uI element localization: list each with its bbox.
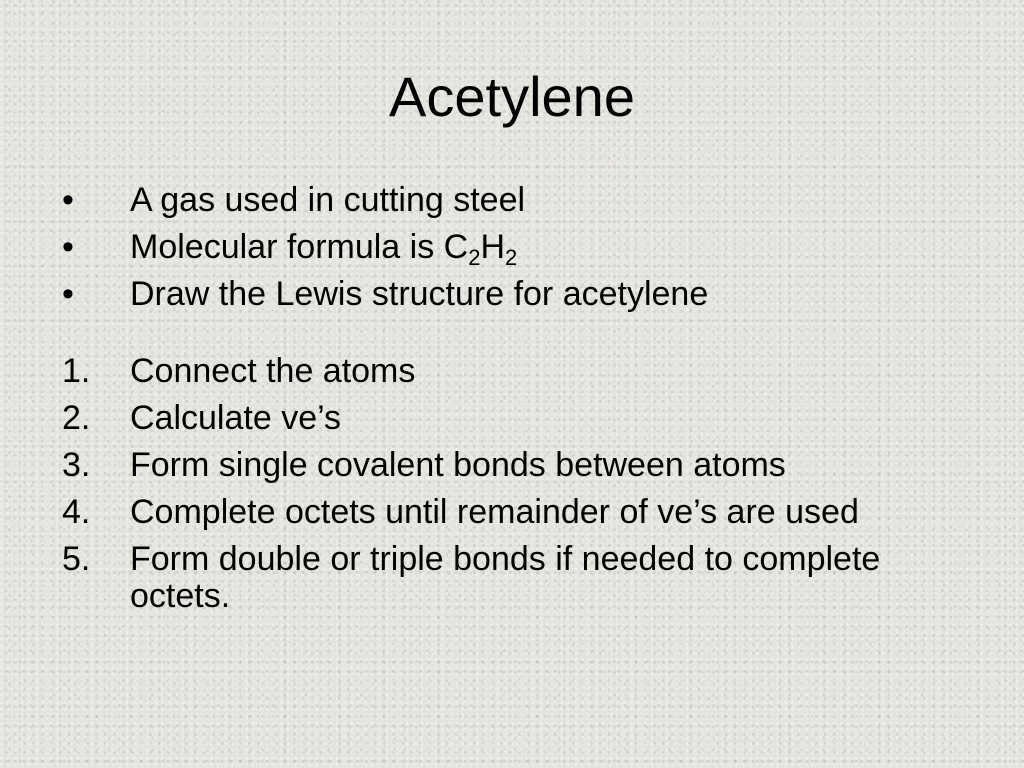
bullet-text-formula (130, 225, 910, 270)
step-number: 4. (62, 493, 91, 531)
bullet-marker: • (62, 275, 74, 313)
step-number: 5. (62, 540, 91, 578)
bullet-item (0, 225, 1024, 270)
formula-hydrogen: H (480, 228, 506, 266)
bullet-list (0, 178, 1024, 317)
bullet-item (0, 178, 1024, 223)
step-number: 3. (62, 446, 91, 484)
bullet-item (0, 272, 1024, 317)
formula-subscript-carbon: 2 (468, 245, 481, 270)
step-number: 1. (62, 352, 91, 390)
step-list (0, 349, 1024, 615)
step-item (0, 443, 1024, 488)
bullet-marker: • (62, 228, 74, 266)
formula-subscript-hydrogen: 2 (505, 245, 518, 270)
step-text: Connect the atoms (130, 352, 416, 390)
slide-title: Acetylene (389, 65, 635, 128)
step-text: Complete octets until remainder of ve’s are used (130, 493, 859, 531)
formula-prefix: Molecular formula is C (130, 228, 469, 266)
step-item (0, 490, 1024, 535)
step-number: 2. (62, 399, 91, 437)
step-item (0, 396, 1024, 441)
step-item (0, 537, 1024, 615)
step-item (0, 349, 1024, 394)
step-text: Form single covalent bonds between atoms (130, 446, 786, 484)
slide-content (0, 178, 1024, 617)
step-text: Calculate ve’s (130, 399, 342, 437)
step-text: Form double or triple bonds if needed to complete octets. (130, 540, 881, 615)
bullet-marker: • (62, 181, 74, 219)
bullet-text: A gas used in cutting steel (130, 181, 526, 219)
bullet-text: Draw the Lewis structure for acetylene (130, 275, 709, 313)
